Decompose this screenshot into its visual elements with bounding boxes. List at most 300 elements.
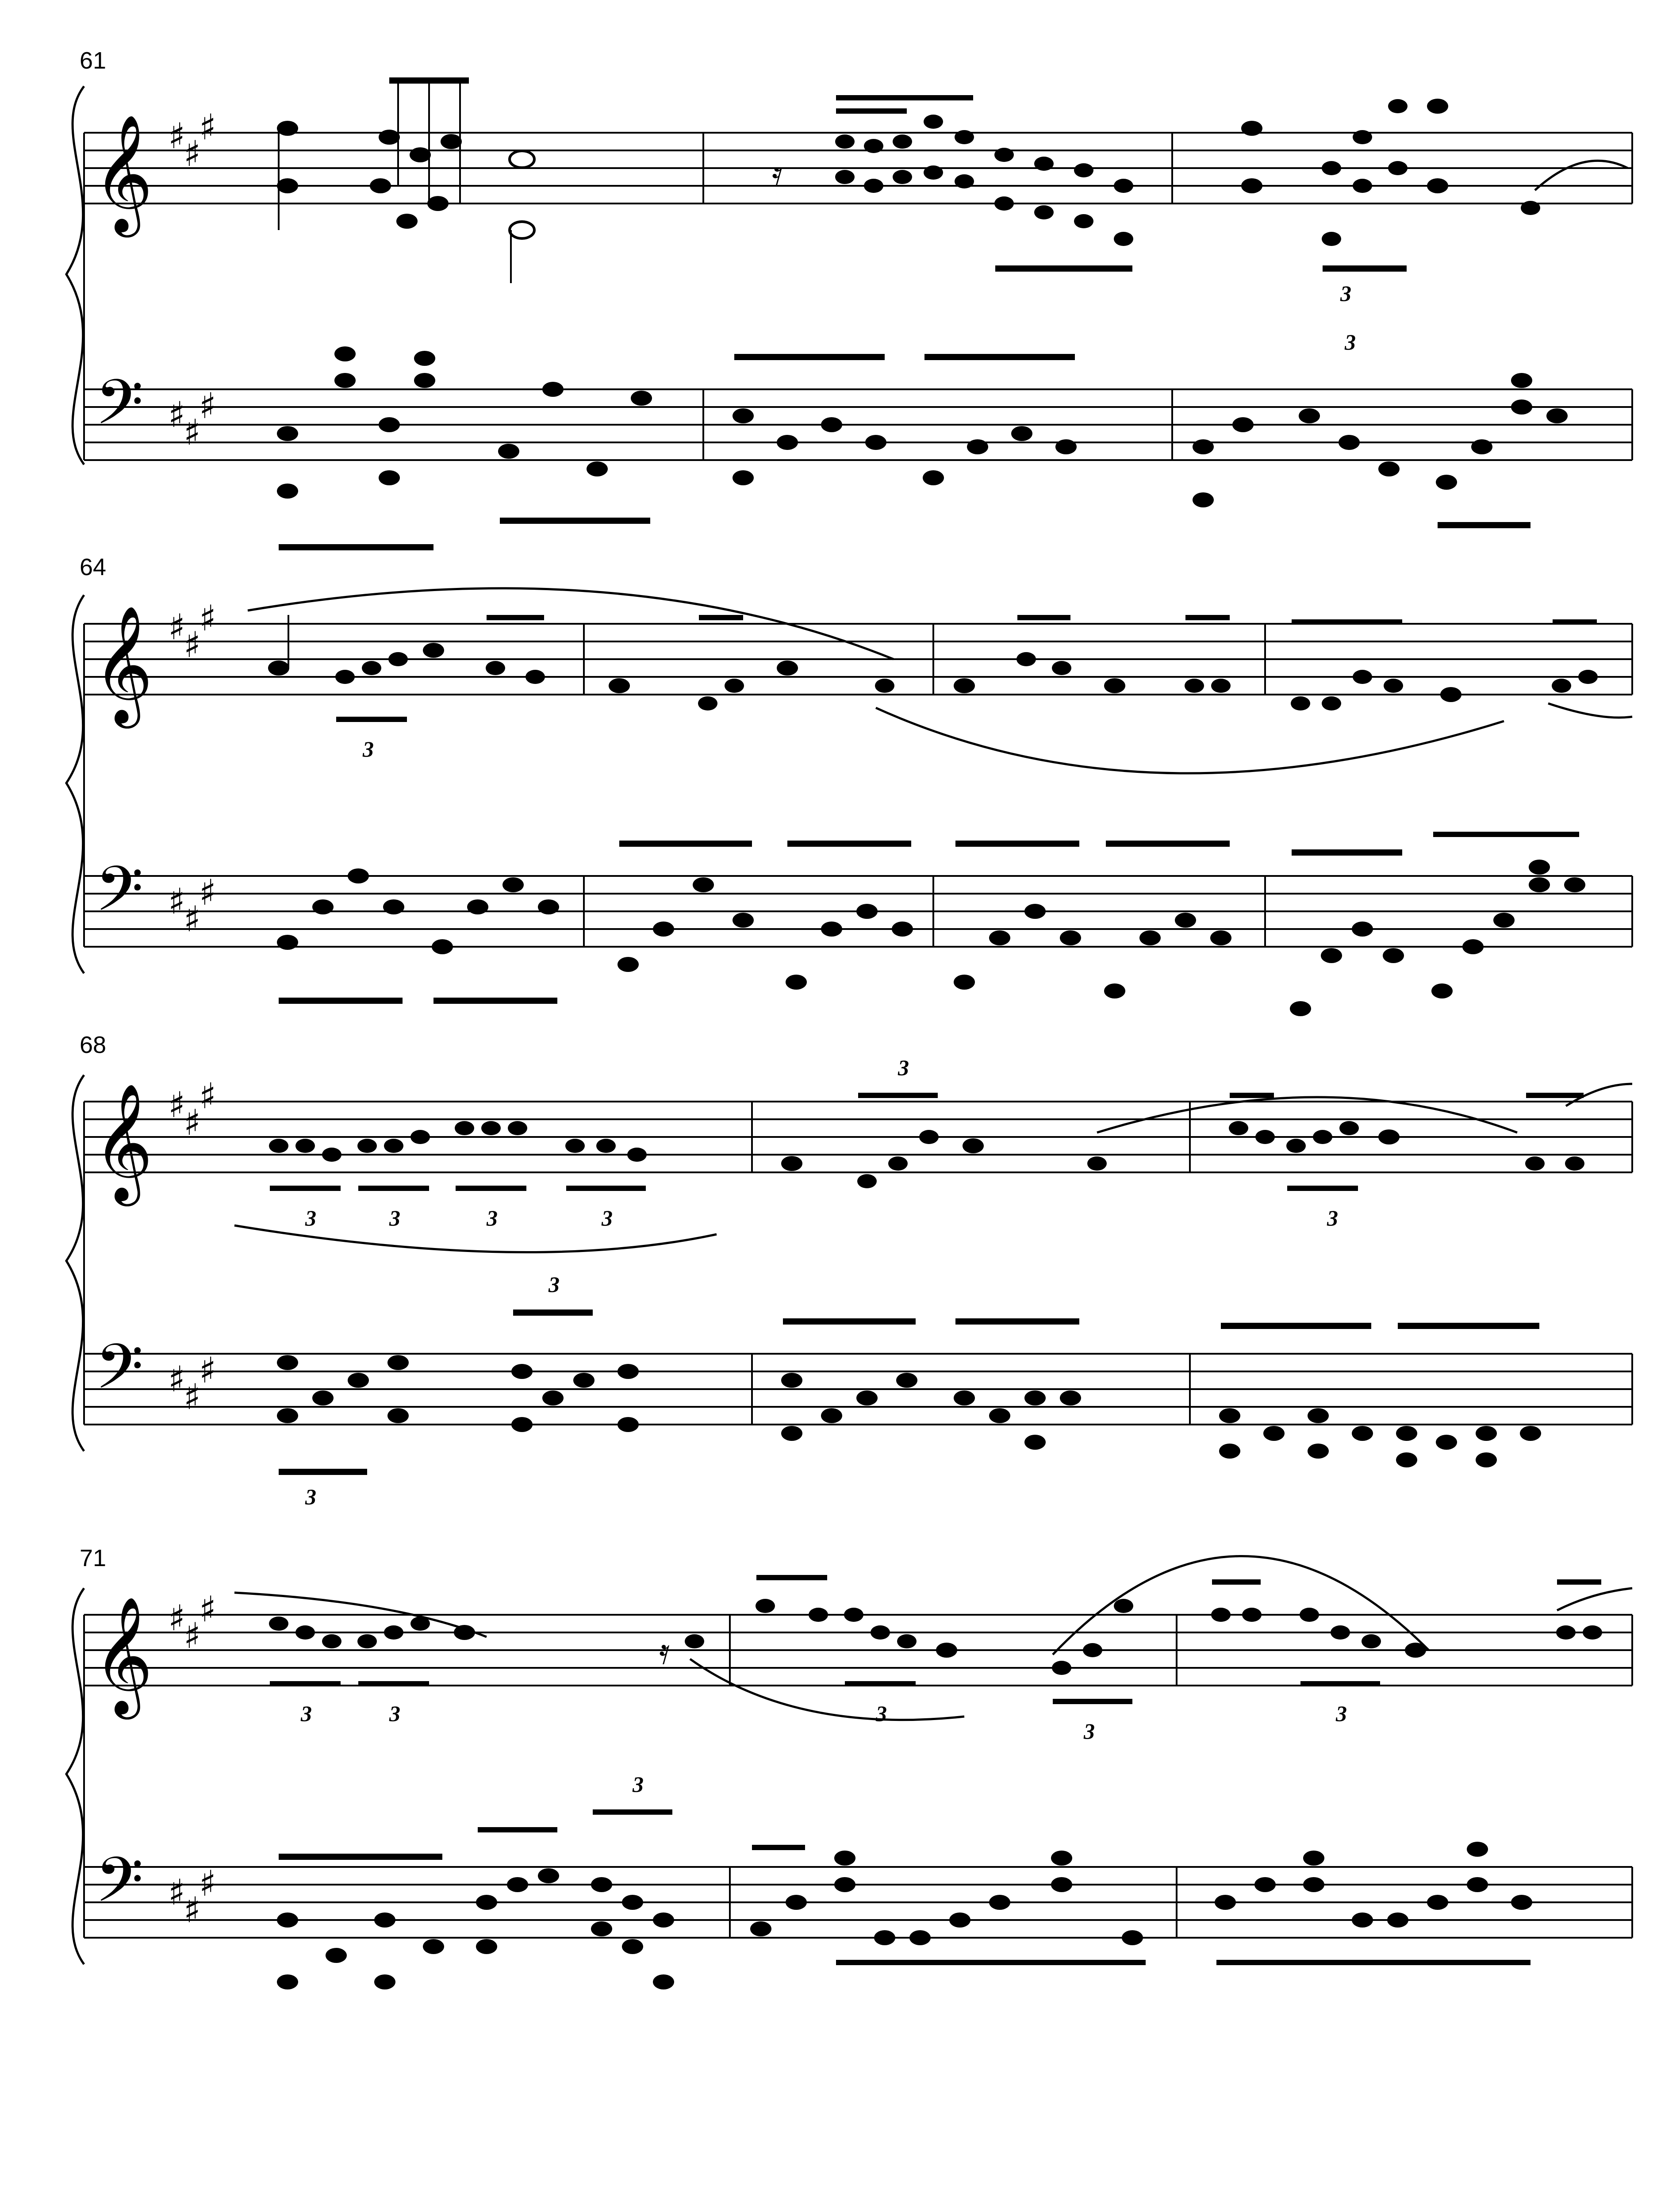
note-head bbox=[573, 1373, 595, 1388]
note-head bbox=[609, 678, 630, 693]
note-beam bbox=[1221, 1323, 1371, 1329]
note-head bbox=[379, 417, 400, 432]
note-head bbox=[334, 373, 356, 388]
triplet-mark: 3 bbox=[548, 1272, 560, 1297]
note-head bbox=[1322, 696, 1341, 710]
note-beam bbox=[845, 1681, 916, 1686]
note-beam bbox=[1300, 1681, 1380, 1686]
note-beam bbox=[1557, 1579, 1601, 1585]
key-signature-sharp: ♯ bbox=[184, 1889, 201, 1931]
note-head bbox=[756, 1599, 775, 1613]
note-head bbox=[1436, 1435, 1457, 1450]
note-beam bbox=[836, 95, 973, 100]
note-head bbox=[1476, 1426, 1497, 1441]
note-head bbox=[1556, 1625, 1576, 1640]
note-head bbox=[591, 1877, 612, 1892]
note-head bbox=[1211, 1608, 1231, 1622]
note-head bbox=[454, 1625, 475, 1640]
note-head bbox=[1055, 439, 1077, 454]
note-head bbox=[1520, 1426, 1541, 1441]
note-head bbox=[856, 1390, 878, 1406]
note-head bbox=[1362, 1634, 1381, 1648]
note-head bbox=[467, 899, 488, 914]
key-signature-sharp: ♯ bbox=[199, 1589, 216, 1630]
note-head bbox=[1353, 130, 1372, 144]
slur bbox=[876, 708, 1504, 773]
note-head bbox=[1104, 678, 1125, 693]
note-head bbox=[1193, 492, 1214, 507]
measure-number: 61 bbox=[80, 47, 107, 74]
note-head bbox=[1024, 1435, 1046, 1450]
note-head bbox=[542, 382, 564, 397]
note-head bbox=[565, 1139, 585, 1153]
bass-staff bbox=[84, 366, 1632, 460]
sixteenth-rest-icon: 𝄿 bbox=[772, 153, 783, 194]
system-4 bbox=[66, 1545, 1632, 1989]
note-head bbox=[1476, 1452, 1497, 1467]
note-head bbox=[1255, 1130, 1275, 1144]
treble-notes bbox=[248, 588, 1632, 773]
note-head bbox=[781, 1426, 802, 1441]
key-signature-sharp: ♯ bbox=[168, 1872, 185, 1913]
note-head bbox=[1219, 1444, 1240, 1459]
note-head bbox=[1339, 435, 1360, 450]
note-head bbox=[1215, 1895, 1236, 1910]
note-head bbox=[1241, 121, 1262, 136]
note-head bbox=[622, 1895, 643, 1910]
note-head bbox=[410, 1617, 430, 1631]
note-head bbox=[508, 1121, 527, 1135]
bass-clef-icon: 𝄢 bbox=[95, 1844, 144, 1932]
note-head bbox=[1583, 1625, 1602, 1640]
note-head bbox=[835, 134, 855, 149]
note-head bbox=[733, 470, 754, 485]
note-head bbox=[591, 1921, 612, 1936]
triplet-mark: 3 bbox=[487, 1206, 498, 1230]
note-head bbox=[1122, 1930, 1143, 1945]
note-head bbox=[955, 174, 974, 188]
note-head bbox=[835, 170, 855, 184]
note-head bbox=[693, 877, 714, 892]
note-head bbox=[1051, 1877, 1072, 1892]
note-head bbox=[312, 899, 334, 914]
note-beam bbox=[1185, 615, 1230, 620]
note-beam bbox=[487, 615, 544, 620]
note-head bbox=[631, 391, 652, 406]
note-head bbox=[1083, 1643, 1102, 1657]
note-head bbox=[1114, 232, 1133, 246]
note-head bbox=[1462, 939, 1484, 954]
note-head bbox=[1104, 983, 1125, 998]
note-head bbox=[1193, 439, 1214, 454]
note-beam bbox=[1553, 619, 1597, 625]
key-signature-sharp: ♯ bbox=[184, 1376, 201, 1417]
note-head bbox=[924, 115, 943, 129]
note-head bbox=[1060, 930, 1081, 945]
triplet-mark: 3 bbox=[1084, 1719, 1095, 1743]
note-head bbox=[1114, 179, 1133, 193]
key-signature-sharp: ♯ bbox=[184, 899, 201, 940]
note-head bbox=[888, 1156, 908, 1171]
note-head bbox=[1388, 99, 1408, 113]
note-head bbox=[1139, 930, 1161, 945]
note-head bbox=[269, 1139, 288, 1153]
note-head bbox=[542, 1390, 564, 1406]
note-head bbox=[777, 435, 798, 450]
note-beam bbox=[995, 265, 1132, 272]
bass-clef-icon: 𝄢 bbox=[95, 366, 144, 454]
note-head bbox=[334, 346, 356, 361]
note-head bbox=[1175, 913, 1196, 928]
note-head bbox=[348, 868, 369, 883]
note-head bbox=[1074, 214, 1093, 228]
note-head bbox=[1378, 461, 1400, 476]
note-head bbox=[919, 1130, 939, 1144]
note-head bbox=[1290, 1001, 1311, 1016]
note-head bbox=[864, 139, 883, 153]
note-head bbox=[725, 679, 744, 693]
note-head bbox=[963, 1138, 984, 1153]
note-head bbox=[295, 1625, 315, 1640]
note-beam bbox=[858, 1093, 938, 1098]
note-head bbox=[685, 1634, 704, 1648]
note-head bbox=[379, 130, 400, 145]
note-beam bbox=[756, 1575, 827, 1580]
bass-clef-icon: 𝄢 bbox=[95, 853, 144, 941]
note-head bbox=[1242, 1608, 1262, 1622]
note-head bbox=[384, 1625, 403, 1640]
note-head bbox=[1525, 1156, 1545, 1171]
key-signature-sharp: ♯ bbox=[168, 607, 185, 648]
note-head bbox=[335, 670, 355, 684]
note-head bbox=[864, 179, 883, 193]
measure-number: 68 bbox=[80, 1032, 107, 1058]
note-beam bbox=[1323, 265, 1407, 272]
note-head bbox=[781, 1373, 802, 1388]
note-head bbox=[786, 1895, 807, 1910]
note-head bbox=[348, 1373, 369, 1388]
note-beam bbox=[279, 544, 433, 550]
note-head bbox=[1322, 232, 1341, 246]
triplet-mark: 3 bbox=[363, 737, 374, 761]
bass-notes bbox=[277, 1772, 1532, 1989]
note-head bbox=[618, 1417, 639, 1432]
note-head bbox=[1263, 1426, 1285, 1441]
note-beam bbox=[1212, 1579, 1261, 1585]
note-head bbox=[295, 1139, 315, 1153]
note-head bbox=[326, 1948, 347, 1963]
bass-notes bbox=[277, 330, 1568, 550]
note-head bbox=[924, 165, 943, 180]
treble-staff bbox=[84, 1589, 1632, 1720]
note-head bbox=[1034, 205, 1054, 219]
note-head bbox=[954, 975, 975, 990]
triplet-mark: 3 bbox=[301, 1701, 312, 1726]
note-beam bbox=[358, 1681, 429, 1686]
note-head bbox=[856, 904, 878, 919]
note-beam bbox=[279, 1469, 367, 1475]
note-head bbox=[1552, 679, 1571, 693]
note-head bbox=[423, 643, 444, 658]
triplet-mark: 3 bbox=[1340, 281, 1351, 306]
note-head bbox=[896, 1373, 917, 1388]
note-head bbox=[857, 1174, 877, 1188]
note-head bbox=[1471, 439, 1492, 454]
note-head bbox=[989, 1408, 1010, 1423]
note-head bbox=[1300, 1608, 1319, 1622]
note-head bbox=[1024, 904, 1046, 919]
note-head bbox=[387, 1408, 409, 1423]
note-head bbox=[1529, 860, 1550, 875]
key-signature-sharp: ♯ bbox=[168, 1598, 185, 1639]
note-beam bbox=[1017, 615, 1070, 620]
note-beam bbox=[836, 108, 907, 114]
note-head bbox=[1352, 1912, 1373, 1928]
note-head bbox=[362, 661, 381, 675]
note-head bbox=[277, 1974, 298, 1989]
grand-staff-brace bbox=[66, 86, 84, 465]
triplet-mark: 3 bbox=[389, 1701, 400, 1726]
note-head bbox=[441, 134, 462, 149]
note-head bbox=[1087, 1156, 1107, 1171]
note-head bbox=[875, 679, 894, 693]
note-head bbox=[627, 1148, 647, 1162]
note-beam bbox=[433, 998, 557, 1004]
note-head bbox=[387, 1355, 409, 1370]
note-head bbox=[1051, 1851, 1072, 1866]
note-head bbox=[1024, 1390, 1046, 1406]
key-signature-sharp: ♯ bbox=[199, 872, 216, 913]
note-beam bbox=[1398, 1323, 1539, 1329]
note-head bbox=[893, 170, 912, 184]
note-head bbox=[653, 1912, 674, 1928]
grand-staff-brace bbox=[66, 595, 84, 973]
triplet-mark: 3 bbox=[1327, 1206, 1338, 1230]
note-beam bbox=[270, 1681, 341, 1686]
key-signature-sharp: ♯ bbox=[199, 1863, 216, 1904]
note-beam bbox=[787, 841, 911, 847]
key-signature-sharp: ♯ bbox=[184, 1102, 201, 1143]
grand-staff-brace bbox=[66, 1588, 84, 1964]
note-head bbox=[871, 1625, 890, 1640]
note-beam bbox=[593, 1809, 672, 1815]
note-head bbox=[396, 214, 418, 229]
note-beam bbox=[358, 1186, 429, 1191]
triplet-mark: 3 bbox=[1336, 1701, 1347, 1726]
treble-clef-icon: 𝄞 bbox=[93, 605, 153, 723]
note-head bbox=[622, 1939, 643, 1954]
note-head bbox=[1440, 687, 1461, 702]
note-beam bbox=[1230, 1093, 1274, 1098]
note-head bbox=[410, 147, 431, 162]
treble-staff bbox=[84, 598, 1632, 729]
note-head bbox=[1383, 948, 1404, 963]
note-head bbox=[809, 1608, 828, 1622]
note-head bbox=[498, 444, 519, 459]
note-head bbox=[476, 1895, 497, 1910]
triplet-mark: 3 bbox=[305, 1484, 316, 1509]
note-head bbox=[1232, 417, 1254, 432]
key-signature-sharp: ♯ bbox=[199, 385, 216, 426]
note-head bbox=[1521, 201, 1540, 215]
note-head bbox=[1322, 161, 1341, 175]
key-signature-sharp: ♯ bbox=[184, 412, 201, 453]
note-head bbox=[698, 696, 717, 710]
note-head bbox=[1303, 1877, 1324, 1892]
note-head bbox=[989, 930, 1010, 945]
note-head bbox=[1331, 1625, 1350, 1640]
note-head bbox=[1074, 163, 1093, 177]
note-beam bbox=[699, 615, 743, 620]
key-signature-sharp: ♯ bbox=[199, 1350, 216, 1391]
note-beam bbox=[955, 841, 1079, 847]
note-head bbox=[414, 351, 435, 366]
note-beam bbox=[566, 1186, 646, 1191]
note-head bbox=[1378, 1129, 1400, 1144]
note-head bbox=[892, 922, 913, 937]
note-head bbox=[1405, 1643, 1426, 1658]
note-beam bbox=[279, 1854, 442, 1860]
note-head bbox=[1353, 179, 1372, 193]
note-head bbox=[1431, 983, 1453, 998]
note-head bbox=[277, 484, 298, 499]
note-head bbox=[277, 178, 298, 193]
note-head bbox=[476, 1939, 497, 1954]
key-signature-sharp: ♯ bbox=[199, 598, 216, 639]
note-head bbox=[1352, 1426, 1373, 1441]
triplet-mark: 3 bbox=[305, 1206, 316, 1230]
note-beam bbox=[513, 1310, 593, 1316]
bass-staff bbox=[84, 1331, 1632, 1425]
slur bbox=[1557, 1588, 1632, 1610]
note-head bbox=[821, 922, 842, 937]
note-head bbox=[1286, 1139, 1306, 1153]
half-note-head bbox=[510, 222, 534, 238]
note-head bbox=[596, 1139, 616, 1153]
note-head bbox=[1427, 178, 1448, 193]
key-signature-sharp: ♯ bbox=[168, 115, 185, 157]
system-3 bbox=[66, 1032, 1632, 1509]
note-head bbox=[587, 461, 608, 476]
bass-clef-icon: 𝄢 bbox=[95, 1331, 144, 1418]
note-head bbox=[1467, 1877, 1488, 1892]
key-signature-sharp: ♯ bbox=[168, 881, 185, 922]
note-head bbox=[511, 1364, 533, 1379]
note-head bbox=[374, 1912, 395, 1928]
key-signature-sharp: ♯ bbox=[199, 107, 216, 148]
note-head bbox=[834, 1877, 855, 1892]
treble-notes bbox=[277, 77, 1628, 306]
note-head bbox=[1308, 1408, 1329, 1423]
note-head bbox=[1254, 1877, 1276, 1892]
note-head bbox=[1436, 475, 1457, 490]
note-head bbox=[844, 1608, 863, 1622]
note-head bbox=[322, 1148, 341, 1162]
note-head bbox=[502, 877, 524, 892]
note-head bbox=[1427, 1895, 1448, 1910]
note-head bbox=[277, 426, 298, 441]
note-beam bbox=[1287, 1186, 1358, 1191]
note-head bbox=[1529, 877, 1550, 892]
note-beam bbox=[270, 1186, 341, 1191]
note-head bbox=[954, 678, 975, 693]
note-beam bbox=[1433, 832, 1579, 837]
key-signature-sharp: ♯ bbox=[184, 624, 201, 665]
note-head bbox=[1241, 178, 1262, 193]
note-head bbox=[1396, 1426, 1417, 1441]
note-head bbox=[781, 1156, 802, 1171]
note-head bbox=[1578, 670, 1598, 684]
note-head bbox=[1321, 948, 1342, 963]
note-head bbox=[507, 1877, 528, 1892]
note-beam bbox=[955, 1318, 1079, 1325]
note-head bbox=[1114, 1599, 1133, 1613]
note-head bbox=[994, 148, 1014, 162]
note-head bbox=[427, 196, 449, 211]
note-beam bbox=[783, 1318, 916, 1325]
half-note-head bbox=[510, 151, 534, 168]
note-beam bbox=[478, 1827, 557, 1832]
note-head bbox=[455, 1121, 474, 1135]
note-head bbox=[989, 1895, 1010, 1910]
note-head bbox=[865, 435, 886, 450]
note-head bbox=[1493, 913, 1515, 928]
note-head bbox=[653, 1974, 674, 1989]
note-head bbox=[1511, 399, 1532, 415]
measure-number: 71 bbox=[80, 1545, 107, 1571]
treble-clef-icon: 𝄞 bbox=[93, 1083, 153, 1201]
note-head bbox=[1384, 679, 1403, 693]
system-2 bbox=[66, 554, 1632, 1016]
note-head bbox=[874, 1930, 895, 1945]
note-head bbox=[1387, 1912, 1408, 1928]
note-head bbox=[1564, 877, 1585, 892]
note-head bbox=[538, 899, 559, 914]
triplet-mark: 3 bbox=[1345, 330, 1356, 354]
note-head bbox=[1467, 1842, 1488, 1857]
note-head bbox=[1308, 1444, 1329, 1459]
note-head bbox=[733, 913, 754, 928]
note-head bbox=[525, 670, 545, 684]
note-head bbox=[618, 1364, 639, 1379]
key-signature-sharp: ♯ bbox=[199, 1075, 216, 1117]
note-head bbox=[777, 661, 798, 676]
sixteenth-rest-icon: 𝄿 bbox=[659, 1631, 670, 1672]
bass-staff bbox=[84, 853, 1632, 947]
note-beam bbox=[279, 998, 403, 1004]
note-head bbox=[374, 1974, 395, 1989]
note-head bbox=[954, 1390, 975, 1406]
note-head bbox=[1052, 1661, 1071, 1675]
note-head bbox=[357, 1139, 377, 1153]
triplet-mark: 3 bbox=[898, 1055, 909, 1080]
note-beam bbox=[752, 1845, 805, 1850]
triplet-mark: 3 bbox=[876, 1701, 887, 1726]
key-signature-sharp: ♯ bbox=[168, 1359, 185, 1400]
note-beam bbox=[924, 354, 1075, 360]
note-head bbox=[1011, 426, 1032, 441]
note-head bbox=[750, 1921, 771, 1936]
note-head bbox=[786, 975, 807, 990]
note-head bbox=[312, 1390, 334, 1406]
note-beam bbox=[1292, 619, 1402, 625]
treble-clef-icon: 𝄞 bbox=[93, 1596, 153, 1714]
note-beam bbox=[1106, 841, 1230, 847]
note-beam bbox=[1526, 1093, 1584, 1098]
note-head bbox=[1396, 1452, 1417, 1467]
note-head bbox=[653, 922, 674, 937]
note-head bbox=[277, 121, 298, 136]
